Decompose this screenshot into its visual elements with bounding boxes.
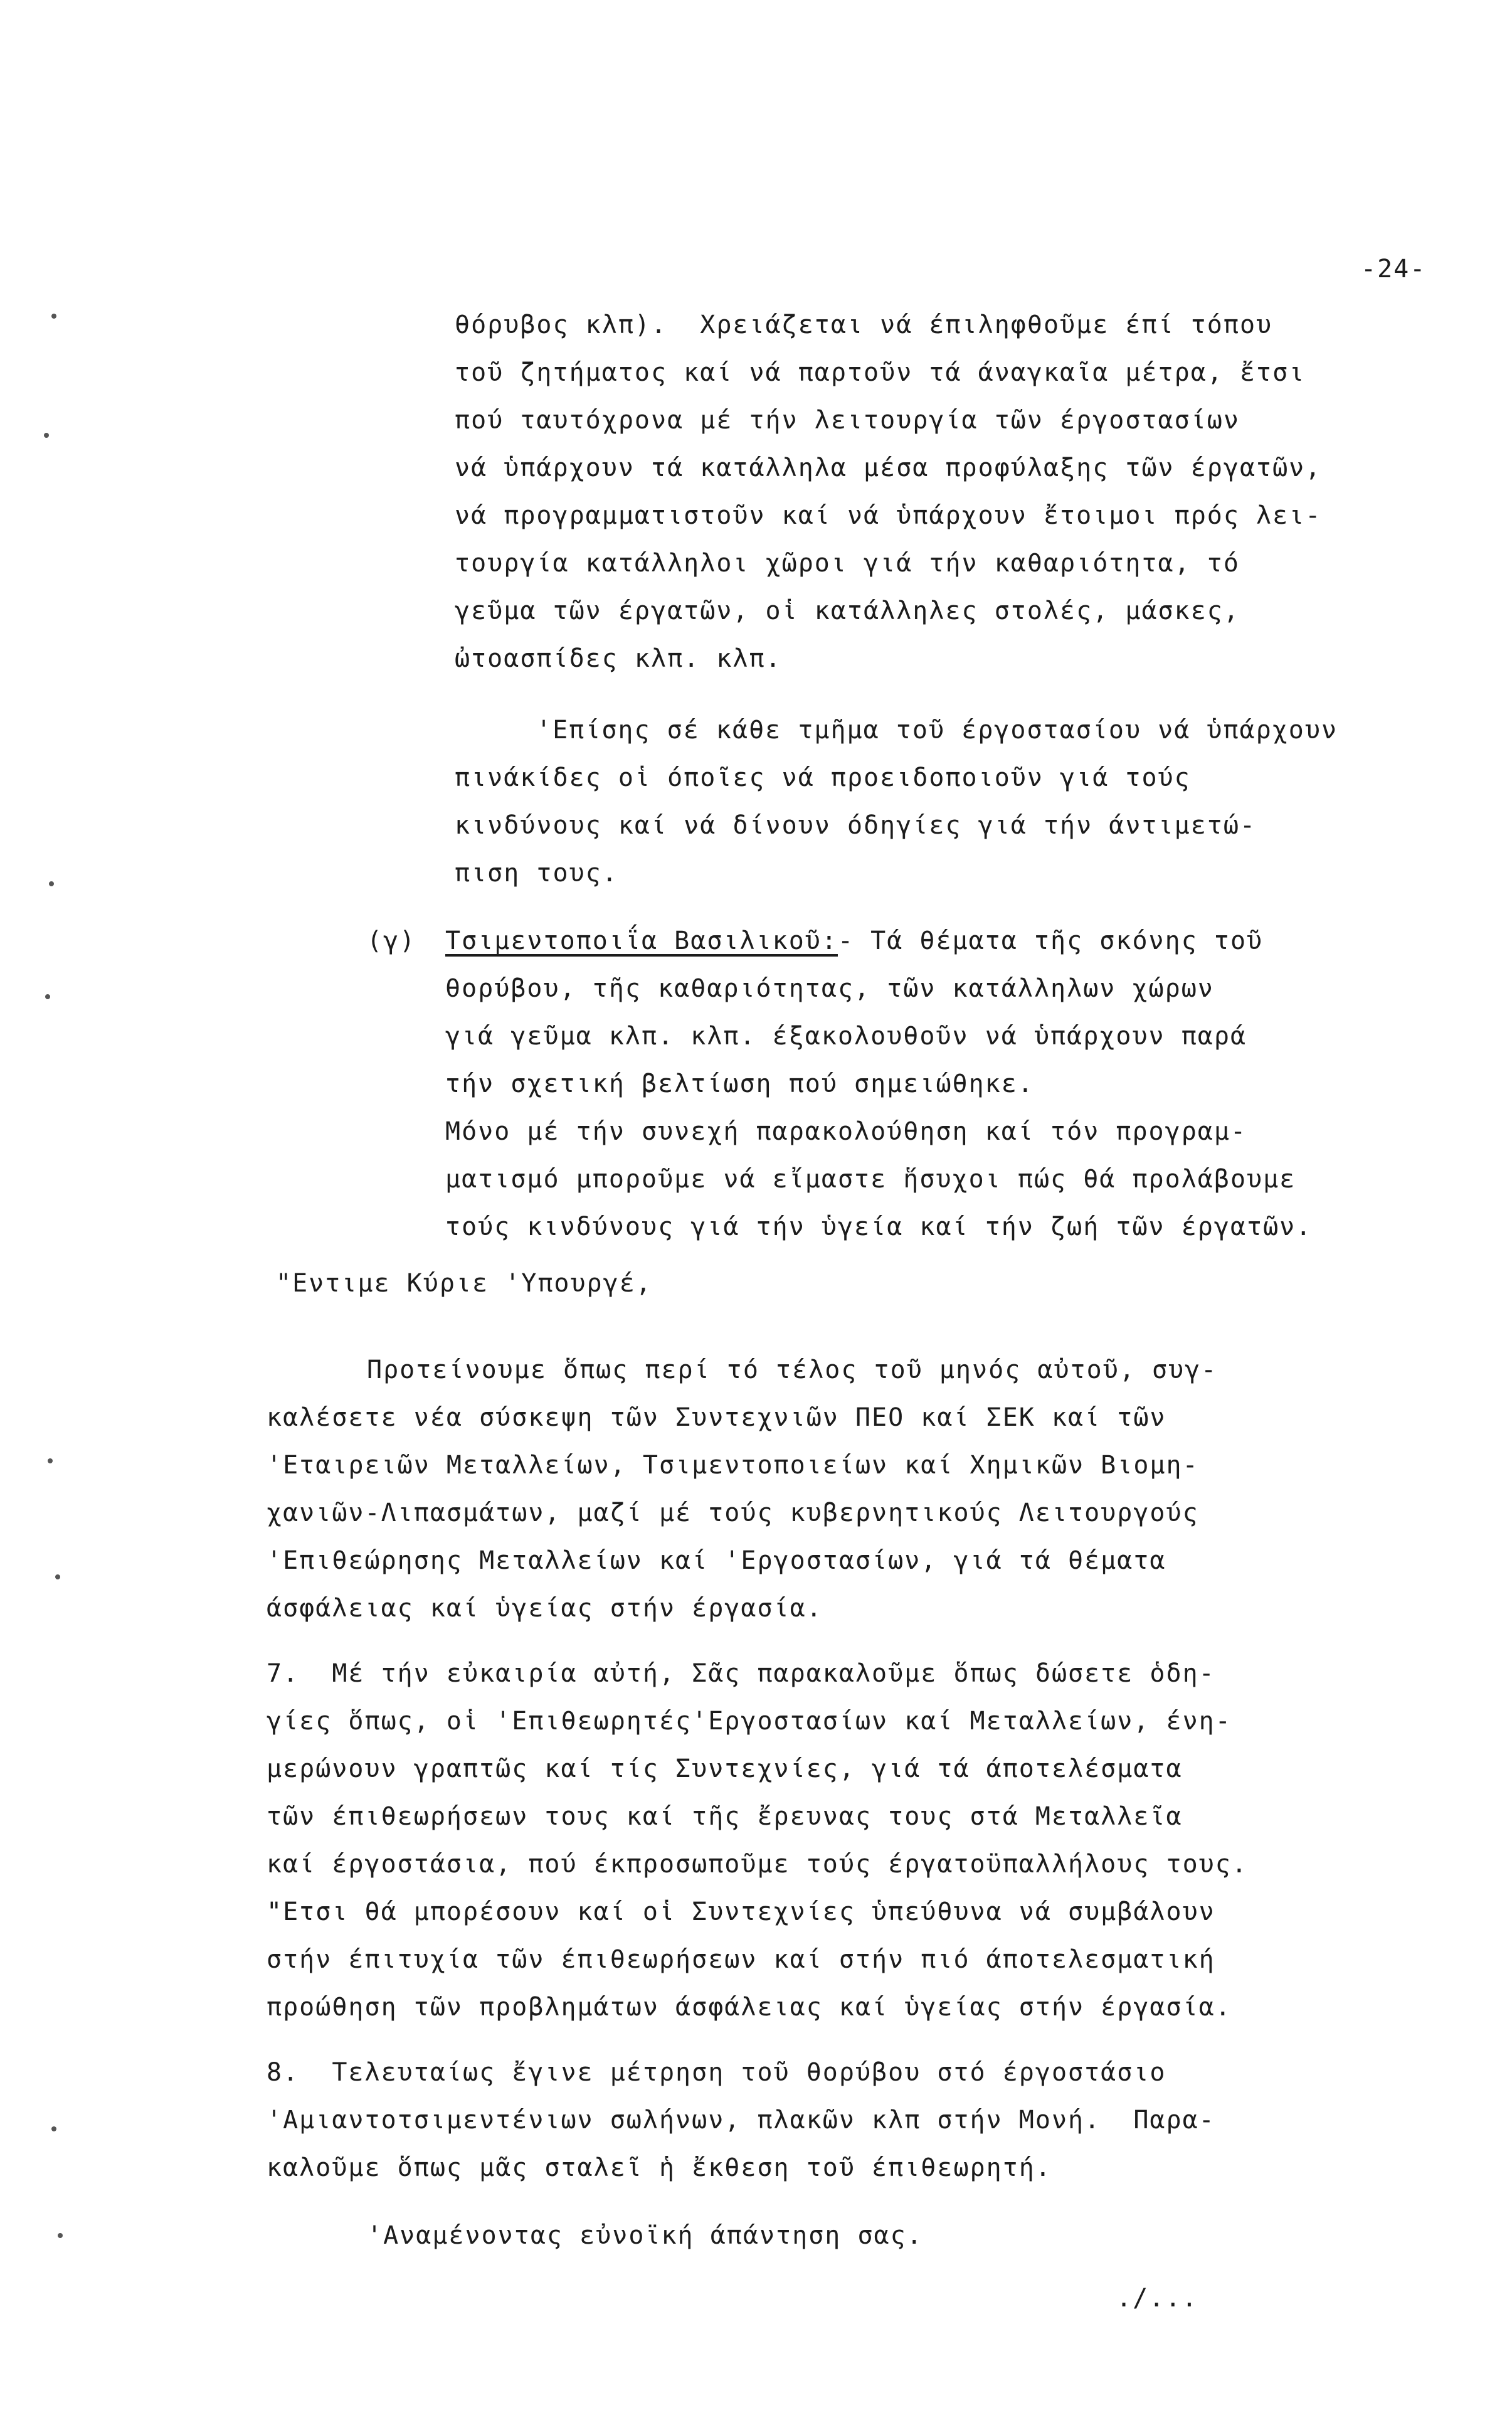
item-heading-rest: - Τά θέματα τῆς σκόνης τοῦ xyxy=(837,926,1264,955)
scan-speck xyxy=(51,2126,56,2131)
salutation: "Εντιμε Κύριε 'Υπουργέ, xyxy=(276,1269,652,1298)
paragraph-line: γεῦμα τῶν έργατῶν, οἱ κατάλληλες στολές, μάσκες, xyxy=(455,597,1240,625)
scan-speck xyxy=(58,2233,63,2238)
paragraph-line: τουργία κατάλληλοι χῶροι γιά τήν καθαριότητα, τό xyxy=(455,549,1240,578)
paragraph-line: Προτείνουμε ὅπως περί τό τέλος τοῦ μηνός αὐτοῦ, συγ- xyxy=(367,1355,1218,1384)
paragraph-line: προώθηση τῶν προβλημάτων άσφάλειας καί ὑγείας στήν έργασία. xyxy=(267,1993,1232,2022)
scan-speck xyxy=(49,881,54,886)
closing-line: 'Αναμένοντας εὐνοϊκή άπάντηση σας. xyxy=(367,2221,923,2250)
scan-speck xyxy=(45,994,50,999)
paragraph-line: νά ὑπάρχουν τά κατάλληλα μέσα προφύλαξης τῶν έργατῶν, xyxy=(455,454,1322,482)
paragraph-line: πού ταυτόχρονα μέ τήν λειτουργία τῶν έργοστασίων xyxy=(455,406,1240,435)
item-heading: Τσιμεντοποιΐα Βασιλικοῦ: xyxy=(445,926,838,955)
paragraph-line: τῶν έπιθεωρήσεων τους καί τῆς ἔρευνας τους στά Μεταλλεῖα xyxy=(267,1802,1183,1831)
item-marker: (γ) xyxy=(367,926,416,955)
paragraph-line: τοῦ ζητήματος καί νά παρτοῦν τά άναγκαῖα μέτρα, ἔτσι xyxy=(455,358,1306,387)
paragraph-line: 'Εταιρειῶν Μεταλλείων, Τσιμεντοποιείων καί Χημικῶν Βιομη- xyxy=(267,1451,1199,1480)
paragraph-line: Μόνο μέ τήν συνεχή παρακολούθηση καί τόν προγραμ- xyxy=(445,1117,1247,1146)
paragraph-line: νά προγραμματιστοῦν καί νά ὑπάρχουν ἔτοιμοι πρός λει- xyxy=(455,501,1322,530)
paragraph-line: στήν έπιτυχία τῶν έπιθεωρήσεων καί στήν πιό άποτελεσματική xyxy=(267,1945,1215,1974)
paragraph-line: 'Επιθεώρησης Μεταλλείων καί 'Εργοστασίων, γιά τά θέματα xyxy=(267,1546,1166,1575)
paragraph-line: καί έργοστάσια, πού έκπροσωποῦμε τούς έργατοϋπαλλήλους τους. xyxy=(267,1850,1248,1879)
scan-speck xyxy=(44,433,49,438)
scan-speck xyxy=(48,1458,53,1463)
paragraph-line: ματισμό μποροῦμε νά εἴμαστε ἥσυχοι πώς θά προλάβουμε xyxy=(445,1165,1296,1194)
paragraph-line: τήν σχετική βελτίωση πού σημειώθηκε. xyxy=(445,1069,1034,1098)
paragraph-line: άσφάλειας καί ὑγείας στήν έργασία. xyxy=(267,1594,823,1623)
paragraph-line: πιση τους. xyxy=(455,859,618,888)
paragraph-line: πινάκίδες οἱ όποῖες νά προειδοποιοῦν γιά τούς xyxy=(455,763,1191,792)
paragraph-line: κινδύνους καί νά δίνουν όδηγίες γιά τήν άντιμετώ- xyxy=(455,811,1257,840)
scan-speck xyxy=(55,1574,60,1579)
paragraph-line: "Ετσι θά μπορέσουν καί οἱ Συντεχνίες ὑπεύθυνα νά συμβάλουν xyxy=(267,1897,1215,1926)
paragraph-line: μερώνουν γραπτῶς καί τίς Συντεχνίες, γιά τά άποτελέσματα xyxy=(267,1754,1183,1783)
paragraph-line: 7. Μέ τήν εὐκαιρία αὐτή, Σᾶς παρακαλοῦμε ὅπως δώσετε ὁδη- xyxy=(267,1659,1215,1688)
paragraph-line: ὠτοασπίδες κλπ. κλπ. xyxy=(455,644,782,673)
scan-speck xyxy=(51,314,56,319)
paragraph-line: γιά γεῦμα κλπ. κλπ. έξακολουθοῦν νά ὑπάρχουν παρά xyxy=(445,1022,1247,1051)
item-first-line xyxy=(445,926,1263,956)
page-number: -24- xyxy=(1361,255,1427,284)
paragraph-line: γίες ὅπως, οἱ 'Επιθεωρητές'Εργοστασίων καί Μεταλλείων, ένη- xyxy=(267,1707,1232,1736)
paragraph-line: 8. Τελευταίως ἔγινε μέτρηση τοῦ θορύβου στό έργοστάσιο xyxy=(267,2058,1166,2087)
paragraph-line: 'Αμιαντοτσιμεντένιων σωλήνων, πλακῶν κλπ στήν Μονή. Παρα- xyxy=(267,2106,1215,2135)
paragraph-line: τούς κινδύνους γιά τήν ὑγεία καί τήν ζωή τῶν έργατῶν. xyxy=(445,1212,1313,1241)
paragraph-line: θορύβου, τῆς καθαριότητας, τῶν κατάλληλων χώρων xyxy=(445,974,1214,1003)
paragraph-line: καλέσετε νέα σύσκεψη τῶν Συντεχνιῶν ΠΕΟ καί ΣΕΚ καί τῶν xyxy=(267,1403,1166,1432)
paragraph-line: 'Επίσης σέ κάθε τμῆμα τοῦ έργοστασίου νά ὑπάρχουν xyxy=(536,716,1338,745)
paragraph-line: χανιῶν-Λιπασμάτων, μαζί μέ τούς κυβερνητικούς Λειτουργούς xyxy=(267,1499,1199,1527)
paragraph-line: θόρυβος κλπ). Χρειάζεται νά έπιληφθοῦμε έπί τόπου xyxy=(455,310,1273,339)
continuation-mark: ./... xyxy=(1116,2284,1198,2313)
paragraph-line: καλοῦμε ὅπως μᾶς σταλεῖ ἡ ἔκθεση τοῦ έπιθεωρητή. xyxy=(267,2153,1052,2182)
